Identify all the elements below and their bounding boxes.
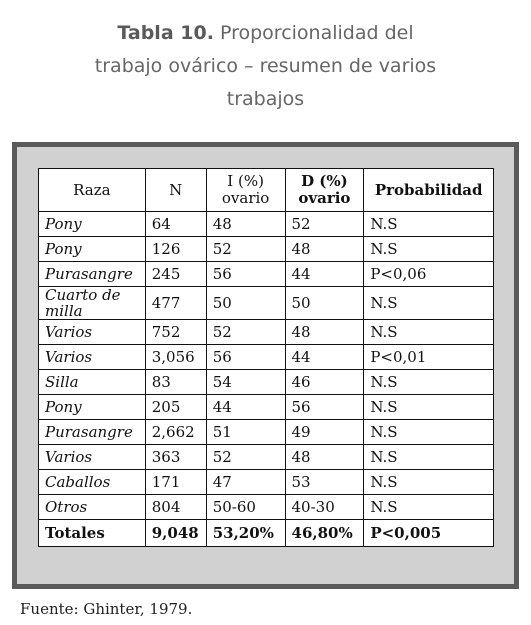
cell-probabilidad: N.S [364, 237, 494, 262]
cell-probabilidad: N.S [364, 287, 494, 320]
cell-d-ovario: 48 [285, 320, 364, 345]
header-i-ovario [206, 169, 285, 212]
data-table [38, 168, 494, 547]
table-row [39, 495, 494, 520]
cell-i-ovario: 44 [206, 395, 285, 420]
cell-d-ovario: 50 [285, 287, 364, 320]
total-d: 46,80% [285, 520, 364, 547]
header-i-line1: I (%) [227, 172, 264, 190]
header-d-ovario [285, 169, 364, 212]
cell-probabilidad: N.S [364, 420, 494, 445]
cell-raza: Varios [39, 345, 146, 370]
caption-line-3: trabajos [226, 88, 305, 110]
table-row [39, 287, 494, 320]
cell-raza: Pony [39, 395, 146, 420]
total-row [39, 520, 494, 547]
cell-i-ovario: 52 [206, 445, 285, 470]
table-row [39, 370, 494, 395]
total-n: 9,048 [145, 520, 206, 547]
cell-raza: Cuarto de milla [39, 287, 146, 320]
cell-raza: Purasangre [39, 262, 146, 287]
cell-raza: Purasangre [39, 420, 146, 445]
header-row [39, 169, 494, 212]
cell-raza: Pony [39, 212, 146, 237]
header-d-line1: D (%) [301, 172, 348, 190]
cell-n: 477 [145, 287, 206, 320]
cell-n: 205 [145, 395, 206, 420]
header-probabilidad: Probabilidad [364, 169, 494, 212]
table-row [39, 470, 494, 495]
cell-probabilidad: N.S [364, 395, 494, 420]
table-caption [0, 17, 531, 116]
cell-i-ovario: 52 [206, 320, 285, 345]
cell-probabilidad: N.S [364, 370, 494, 395]
cell-i-ovario: 51 [206, 420, 285, 445]
cell-d-ovario: 44 [285, 262, 364, 287]
total-i: 53,20% [206, 520, 285, 547]
caption-label: Tabla 10. [117, 22, 214, 44]
cell-i-ovario: 50 [206, 287, 285, 320]
cell-raza: Varios [39, 320, 146, 345]
cell-d-ovario: 49 [285, 420, 364, 445]
header-i-line2: ovario [221, 189, 270, 207]
header-n: N [145, 169, 206, 212]
header-raza: Raza [39, 169, 146, 212]
table-row [39, 237, 494, 262]
table-header [39, 169, 494, 212]
cell-d-ovario: 46 [285, 370, 364, 395]
table-row [39, 395, 494, 420]
cell-probabilidad: N.S [364, 445, 494, 470]
cell-probabilidad: N.S [364, 212, 494, 237]
cell-d-ovario: 44 [285, 345, 364, 370]
table-row [39, 320, 494, 345]
cell-d-ovario: 48 [285, 445, 364, 470]
caption-line-1 [0, 17, 531, 50]
total-raza: Totales [39, 520, 146, 547]
cell-probabilidad: N.S [364, 320, 494, 345]
cell-n: 245 [145, 262, 206, 287]
caption-title-part-1: Proporcionalidad del [219, 22, 414, 44]
cell-i-ovario: 48 [206, 212, 285, 237]
cell-i-ovario: 47 [206, 470, 285, 495]
cell-raza: Pony [39, 237, 146, 262]
table-row [39, 445, 494, 470]
table-row [39, 420, 494, 445]
cell-n: 363 [145, 445, 206, 470]
cell-n: 126 [145, 237, 206, 262]
cell-i-ovario: 54 [206, 370, 285, 395]
table-body [39, 212, 494, 547]
cell-n: 83 [145, 370, 206, 395]
cell-n: 3,056 [145, 345, 206, 370]
cell-i-ovario: 56 [206, 345, 285, 370]
cell-raza: Otros [39, 495, 146, 520]
cell-n: 64 [145, 212, 206, 237]
cell-raza: Silla [39, 370, 146, 395]
cell-i-ovario: 56 [206, 262, 285, 287]
cell-i-ovario: 52 [206, 237, 285, 262]
cell-d-ovario: 52 [285, 212, 364, 237]
cell-raza: Caballos [39, 470, 146, 495]
cell-probabilidad: N.S [364, 495, 494, 520]
cell-i-ovario: 50-60 [206, 495, 285, 520]
cell-d-ovario: 56 [285, 395, 364, 420]
table-row [39, 262, 494, 287]
cell-probabilidad: P<0,01 [364, 345, 494, 370]
cell-d-ovario: 48 [285, 237, 364, 262]
cell-n: 804 [145, 495, 206, 520]
cell-probabilidad: N.S [364, 470, 494, 495]
source-note: Fuente: Ghinter, 1979. [20, 600, 193, 618]
header-d-line2: ovario [298, 189, 351, 207]
caption-line-2: trabajo ovárico – resumen de varios [94, 55, 437, 77]
cell-n: 171 [145, 470, 206, 495]
table-row [39, 212, 494, 237]
cell-d-ovario: 40-30 [285, 495, 364, 520]
cell-d-ovario: 53 [285, 470, 364, 495]
cell-probabilidad: P<0,06 [364, 262, 494, 287]
table-row [39, 345, 494, 370]
cell-n: 752 [145, 320, 206, 345]
total-probabilidad: P<0,005 [364, 520, 494, 547]
cell-n: 2,662 [145, 420, 206, 445]
cell-raza: Varios [39, 445, 146, 470]
